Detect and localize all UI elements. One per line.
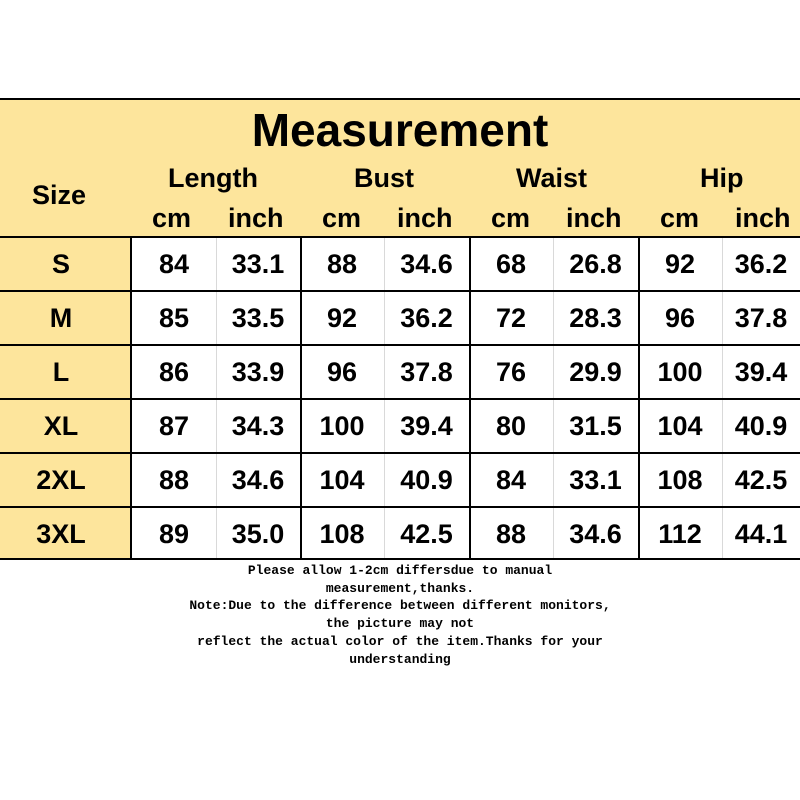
waist-inch-cell: 33.1 — [569, 465, 622, 495]
hip-inch-cell: 39.4 — [734, 357, 788, 387]
unit-inch-hip: inch — [735, 203, 791, 233]
hip-cm-cell: 96 — [664, 303, 696, 333]
chart-title: Measurement — [251, 104, 549, 156]
unit-inch-bust: inch — [397, 203, 453, 233]
hip-cm-cell: 112 — [658, 519, 702, 549]
hip-cm-cell: 100 — [657, 357, 703, 387]
table-row — [0, 238, 800, 292]
note-line: understanding — [349, 651, 451, 667]
length-cm-cell: 87 — [158, 411, 190, 441]
bust-inch-cell: 36.2 — [400, 303, 453, 333]
table-row — [0, 400, 800, 454]
group-header-waist: Waist — [516, 163, 588, 193]
table-row — [0, 346, 800, 400]
table-row — [0, 508, 800, 562]
size-chart — [0, 98, 800, 666]
group-header-hip: Hip — [700, 163, 744, 193]
unit-cm-waist: cm — [491, 203, 531, 233]
unit-inch-waist: inch — [566, 203, 622, 233]
length-inch-cell: 33.5 — [231, 303, 285, 333]
waist-inch-cell: 34.6 — [569, 519, 622, 549]
size-cell: XL — [43, 411, 79, 441]
note-line: Note:Due to the difference between different monitors, — [189, 598, 611, 614]
length-cm-cell: 85 — [158, 303, 190, 333]
table-header — [0, 100, 800, 238]
length-cm-cell: 86 — [158, 357, 190, 387]
note-line: measurement,thanks. — [325, 580, 475, 596]
size-cell: M — [49, 303, 73, 333]
measurement-note — [0, 558, 800, 666]
size-cell: 3XL — [36, 519, 86, 549]
unit-cm-hip: cm — [660, 203, 700, 233]
note-line: Please allow 1-2cm differsdue to manual — [247, 563, 553, 578]
length-inch-cell: 34.6 — [231, 465, 285, 495]
table-body — [0, 238, 800, 558]
bust-cm-cell: 96 — [326, 357, 358, 387]
table-row — [0, 454, 800, 508]
unit-inch-length: inch — [228, 203, 284, 233]
hip-inch-cell: 36.2 — [734, 249, 788, 279]
length-inch-cell: 35.0 — [231, 519, 285, 549]
waist-inch-cell: 31.5 — [569, 411, 622, 441]
length-inch-cell: 34.3 — [231, 411, 285, 441]
bust-inch-cell: 39.4 — [400, 411, 453, 441]
bust-inch-cell: 34.6 — [400, 249, 453, 279]
bust-inch-cell: 42.5 — [400, 519, 453, 549]
note-line: reflect the actual color of the item.Thanks for your — [197, 633, 603, 649]
waist-cm-cell: 68 — [495, 249, 527, 279]
bust-inch-cell: 40.9 — [400, 465, 453, 495]
waist-cm-cell: 80 — [495, 411, 527, 441]
hip-cm-cell: 92 — [664, 249, 696, 279]
size-cell: 2XL — [36, 465, 86, 495]
waist-inch-cell: 29.9 — [569, 357, 622, 387]
group-header-bust: Bust — [354, 163, 414, 193]
waist-inch-cell: 26.8 — [569, 249, 622, 279]
hip-inch-cell: 44.1 — [734, 519, 788, 549]
bust-cm-cell: 88 — [326, 249, 358, 279]
bust-inch-cell: 37.8 — [400, 357, 453, 387]
bust-cm-cell: 92 — [326, 303, 358, 333]
waist-inch-cell: 28.3 — [569, 303, 622, 333]
length-inch-cell: 33.1 — [231, 249, 285, 279]
unit-cm-bust: cm — [322, 203, 362, 233]
group-header-length: Length — [168, 163, 258, 193]
length-cm-cell: 84 — [158, 249, 190, 279]
size-column-header: Size — [32, 180, 87, 210]
size-cell: S — [51, 249, 70, 279]
hip-cm-cell: 108 — [657, 465, 703, 495]
size-cell: L — [52, 357, 70, 387]
bust-cm-cell: 104 — [319, 465, 365, 495]
unit-cm-length: cm — [152, 203, 192, 233]
note-line: the picture may not — [325, 616, 475, 632]
waist-cm-cell: 88 — [495, 519, 527, 549]
waist-cm-cell: 76 — [495, 357, 527, 387]
hip-inch-cell: 40.9 — [734, 411, 788, 441]
bust-cm-cell: 108 — [319, 519, 365, 549]
bust-cm-cell: 100 — [319, 411, 365, 441]
length-cm-cell: 88 — [158, 465, 190, 495]
table-row — [0, 292, 800, 346]
waist-cm-cell: 84 — [495, 465, 527, 495]
hip-inch-cell: 37.8 — [734, 303, 788, 333]
waist-cm-cell: 72 — [495, 303, 527, 333]
length-cm-cell: 89 — [158, 519, 190, 549]
length-inch-cell: 33.9 — [231, 357, 285, 387]
hip-cm-cell: 104 — [657, 411, 703, 441]
hip-inch-cell: 42.5 — [734, 465, 788, 495]
